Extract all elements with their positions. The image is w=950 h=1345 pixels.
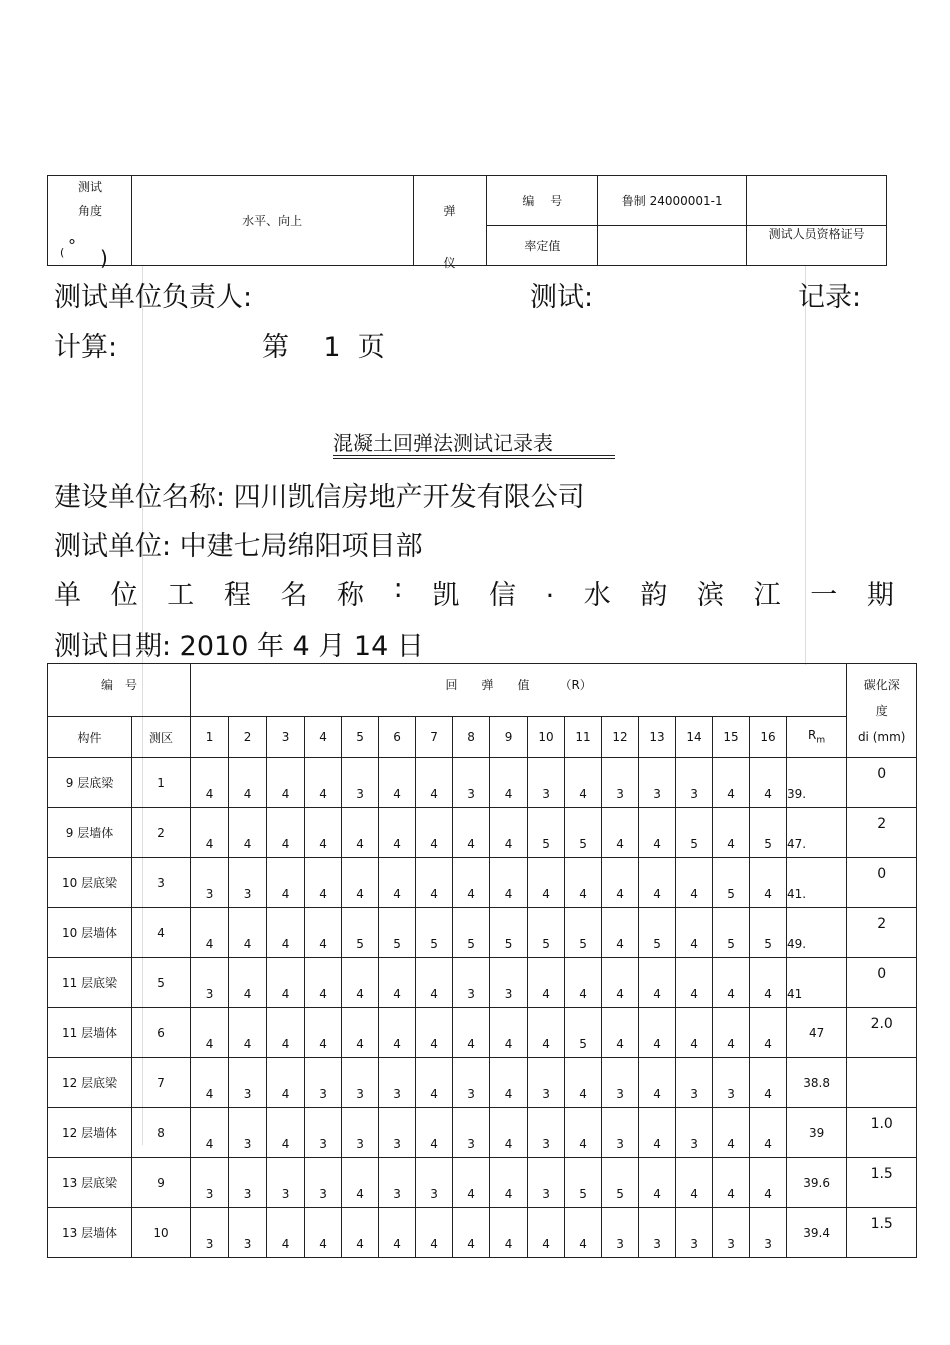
rm-value: 41: [787, 958, 847, 1008]
project-char: :: [393, 573, 403, 604]
rebound-value: 4: [305, 758, 342, 808]
member-name: 13 层墙体: [48, 1208, 132, 1258]
rebound-value: 4: [602, 1008, 639, 1058]
rebound-value: 4: [565, 1108, 602, 1158]
header-col-3: 3: [267, 717, 305, 758]
header-carbonation: [847, 664, 917, 758]
rebound-value: 4: [342, 1158, 379, 1208]
zone-number: 9: [132, 1158, 191, 1208]
rebound-value: 4: [639, 1058, 676, 1108]
header-col-16: 16: [750, 717, 787, 758]
rebound-value: 4: [528, 958, 565, 1008]
rebound-value: 3: [676, 1208, 713, 1258]
header-col-9: 9: [490, 717, 528, 758]
rebound-value: 3: [342, 1108, 379, 1158]
rebound-value: 4: [639, 858, 676, 908]
rebound-value: 5: [416, 908, 453, 958]
rebound-value: 4: [713, 758, 750, 808]
carbonation-value: 0: [847, 758, 917, 808]
rebound-value: 4: [602, 958, 639, 1008]
rebound-value: 4: [713, 1158, 750, 1208]
carbonation-value: 1.5: [847, 1158, 917, 1208]
member-name: 10 层底梁: [48, 858, 132, 908]
zone-number: 7: [132, 1058, 191, 1108]
member-name: 9 层底梁: [48, 758, 132, 808]
rebound-value: 4: [416, 958, 453, 1008]
angle-label-1: 测试: [77, 180, 102, 194]
header-col-6: 6: [379, 717, 416, 758]
rebound-value: 5: [565, 808, 602, 858]
rebound-value: 4: [379, 958, 416, 1008]
project-char: 江: [753, 580, 781, 611]
member-name: 10 层墙体: [48, 908, 132, 958]
zone-number: 4: [132, 908, 191, 958]
rebound-value: 3: [528, 758, 565, 808]
zone-number: 8: [132, 1108, 191, 1158]
rm-value: 39: [787, 1108, 847, 1158]
rebound-value: 5: [565, 1158, 602, 1208]
carbonation-value: [847, 1058, 917, 1108]
rebound-value: 4: [229, 1008, 267, 1058]
rebound-value: 3: [191, 1208, 229, 1258]
rebound-value: 4: [453, 858, 490, 908]
rebound-value: 4: [490, 1158, 528, 1208]
rebound-data-table: [47, 663, 917, 1258]
rebound-value: 4: [639, 958, 676, 1008]
rebound-value: 3: [229, 1108, 267, 1158]
header-col-14: 14: [676, 717, 713, 758]
header-rm-symbol: R: [808, 728, 817, 743]
rebound-value: 4: [602, 808, 639, 858]
rebound-value: 4: [416, 1208, 453, 1258]
rebound-value: 5: [676, 808, 713, 858]
header-rm: [787, 717, 847, 758]
carbonation-value: 2: [847, 808, 917, 858]
rebound-value: 4: [639, 1108, 676, 1158]
rebound-value: 3: [305, 1158, 342, 1208]
rebound-value: 3: [416, 1158, 453, 1208]
rebound-value: 4: [416, 1058, 453, 1108]
rebound-value: 5: [602, 1158, 639, 1208]
rebound-value: 3: [229, 1058, 267, 1108]
rebound-value: 4: [342, 1208, 379, 1258]
header-rebound: 回 弹 值 （R）: [191, 664, 847, 717]
member-name: 11 层墙体: [48, 1008, 132, 1058]
project-char: 一: [810, 580, 838, 611]
rebound-value: 4: [490, 858, 528, 908]
rebound-value: 3: [713, 1058, 750, 1108]
instrument-label-1: 弹: [443, 204, 456, 218]
rebound-value: 4: [453, 1208, 490, 1258]
member-name: 11 层底梁: [48, 958, 132, 1008]
rebound-value: 4: [342, 858, 379, 908]
carbonation-value: 0: [847, 958, 917, 1008]
rebound-value: 3: [602, 1058, 639, 1108]
project-char: 凯: [432, 580, 460, 611]
rebound-value: 4: [490, 808, 528, 858]
angle-value: 水平、向上: [131, 176, 413, 266]
rebound-value: 5: [528, 908, 565, 958]
header-col-15: 15: [713, 717, 750, 758]
rebound-value: 3: [229, 858, 267, 908]
rebound-value: 4: [342, 958, 379, 1008]
rebound-value: 4: [528, 1008, 565, 1058]
rebound-value: 4: [342, 1008, 379, 1058]
member-name: 12 层底梁: [48, 1058, 132, 1108]
rebound-value: 5: [528, 808, 565, 858]
rebound-value: 4: [267, 808, 305, 858]
rebound-value: 3: [305, 1058, 342, 1108]
rebound-value: 4: [750, 858, 787, 908]
rebound-value: 4: [528, 1208, 565, 1258]
rebound-value: 3: [191, 1158, 229, 1208]
rebound-value: 3: [490, 958, 528, 1008]
table-row: [48, 858, 917, 908]
rebound-value: 4: [453, 1008, 490, 1058]
rebound-value: 5: [379, 908, 416, 958]
rebound-value: 4: [305, 808, 342, 858]
rm-value: 38.8: [787, 1058, 847, 1108]
angle-label-cell: [48, 176, 132, 270]
project-char: 程: [223, 580, 251, 611]
table-row: [48, 958, 917, 1008]
rebound-value: 4: [191, 758, 229, 808]
project-char: 称: [337, 580, 365, 611]
rebound-value: 4: [229, 958, 267, 1008]
rm-value: 41.: [787, 858, 847, 908]
carbonation-value: 0: [847, 858, 917, 908]
rebound-value: 4: [305, 958, 342, 1008]
rebound-value: 5: [490, 908, 528, 958]
rebound-value: 4: [565, 758, 602, 808]
number-label: 编 号: [487, 176, 598, 226]
header-col-11: 11: [565, 717, 602, 758]
project-char: 水: [583, 580, 611, 611]
degree-symbol: °: [68, 236, 76, 255]
zone-number: 2: [132, 808, 191, 858]
rebound-value: 3: [676, 758, 713, 808]
carbonation-value: 2.0: [847, 1008, 917, 1058]
rm-value: 39.6: [787, 1158, 847, 1208]
rebound-value: 4: [191, 1008, 229, 1058]
rebound-value: 4: [750, 1008, 787, 1058]
rebound-value: 3: [342, 1058, 379, 1108]
table-row: [48, 1058, 917, 1108]
rebound-value: 4: [490, 758, 528, 808]
rebound-value: 4: [305, 858, 342, 908]
rebound-value: 3: [713, 1208, 750, 1258]
rebound-value: 4: [342, 808, 379, 858]
rebound-value: 4: [267, 758, 305, 808]
rebound-value: 4: [490, 1208, 528, 1258]
project-char: 单: [54, 580, 81, 611]
number-value: 鲁制 24000001-1: [598, 176, 747, 226]
rebound-value: 4: [453, 808, 490, 858]
rebound-value: 3: [528, 1108, 565, 1158]
project-char: 工: [167, 580, 195, 611]
rebound-value: 4: [490, 1108, 528, 1158]
unit-head-label: 测试单位负责人:: [54, 282, 253, 313]
rebound-value: 3: [379, 1158, 416, 1208]
rebound-value: 4: [416, 758, 453, 808]
rebound-value: 4: [191, 1108, 229, 1158]
rebound-value: 4: [602, 908, 639, 958]
rebound-value: 3: [191, 958, 229, 1008]
table-row: [48, 1108, 917, 1158]
rebound-value: 4: [676, 858, 713, 908]
rebound-value: 4: [305, 1008, 342, 1058]
rm-value: 47: [787, 1008, 847, 1058]
rebound-value: 3: [191, 858, 229, 908]
rm-value: 49.: [787, 908, 847, 958]
header-col-5: 5: [342, 717, 379, 758]
rebound-value: 4: [305, 1208, 342, 1258]
carbonation-value: 2: [847, 908, 917, 958]
rebound-value: 3: [453, 1108, 490, 1158]
rebound-value: 4: [267, 958, 305, 1008]
instrument-label-cell: [413, 176, 487, 270]
rebound-value: 4: [639, 1158, 676, 1208]
rebound-value: 3: [602, 1208, 639, 1258]
header-col-1: 1: [191, 717, 229, 758]
rebound-value: 4: [416, 858, 453, 908]
header-col-2: 2: [229, 717, 267, 758]
rebound-value: 3: [676, 1058, 713, 1108]
page-prefix: 第: [262, 332, 289, 363]
rebound-value: 4: [229, 808, 267, 858]
rebound-value: 4: [676, 958, 713, 1008]
rebound-value: 4: [453, 1158, 490, 1208]
rebound-value: 3: [305, 1108, 342, 1158]
rebound-value: 4: [565, 1208, 602, 1258]
rebound-value: 4: [602, 858, 639, 908]
project-char: 韵: [640, 580, 668, 611]
header-number: 编 号: [48, 664, 191, 717]
table-row: [48, 808, 917, 858]
header-col-13: 13: [639, 717, 676, 758]
rebound-value: 4: [267, 1108, 305, 1158]
title-underline: [333, 455, 615, 456]
rm-value: 47.: [787, 808, 847, 858]
page-number: 1: [323, 332, 341, 363]
rebound-value: 4: [676, 908, 713, 958]
rebound-value: 5: [750, 808, 787, 858]
member-name: 9 层墙体: [48, 808, 132, 858]
rebound-value: 4: [379, 1208, 416, 1258]
rebound-value: 4: [191, 808, 229, 858]
rebound-value: 4: [750, 758, 787, 808]
rebound-value: 5: [342, 908, 379, 958]
rebound-value: 3: [229, 1208, 267, 1258]
rebound-value: 5: [565, 1008, 602, 1058]
page-suffix: 页: [357, 332, 385, 363]
angle-paren-open: (: [60, 246, 65, 259]
calc-label: 计算:: [54, 332, 118, 363]
instrument-label-2: 仪: [443, 256, 456, 270]
rebound-value: 3: [342, 758, 379, 808]
rebound-value: 3: [379, 1058, 416, 1108]
header-zone: 测区: [132, 717, 191, 758]
project-char: 信: [488, 580, 516, 611]
rebound-value: 4: [191, 1058, 229, 1108]
rebound-value: 3: [528, 1158, 565, 1208]
table-row: [48, 758, 917, 808]
title-underline-2: [333, 458, 615, 459]
table-row: [48, 1008, 917, 1058]
rebound-value: 5: [750, 908, 787, 958]
rebound-value: 3: [676, 1108, 713, 1158]
header-col-4: 4: [305, 717, 342, 758]
rebound-value: 3: [602, 1108, 639, 1158]
table-row: [48, 1158, 917, 1208]
header-col-12: 12: [602, 717, 639, 758]
header-col-10: 10: [528, 717, 565, 758]
zone-number: 10: [132, 1208, 191, 1258]
calib-value: [598, 226, 747, 266]
rm-value: 39.4: [787, 1208, 847, 1258]
rebound-value: 4: [713, 808, 750, 858]
rebound-value: 4: [416, 1108, 453, 1158]
project-char: 滨: [697, 580, 725, 611]
rebound-value: 3: [453, 1058, 490, 1108]
page-indicator: [262, 325, 385, 364]
rebound-value: 4: [639, 1008, 676, 1058]
test-date: 测试日期: 2010 年 4 月 14 日: [54, 631, 424, 662]
rebound-value: 4: [713, 1008, 750, 1058]
tester-cert-label: 测试人员资格证号: [747, 214, 887, 254]
header-member: 构件: [48, 717, 132, 758]
instrument-info-table: [47, 175, 887, 270]
rebound-value: 4: [676, 1008, 713, 1058]
zone-number: 3: [132, 858, 191, 908]
tester-label: 测试:: [530, 282, 594, 313]
builder-name: 建设单位名称: 四川凯信房地产开发有限公司: [54, 482, 585, 513]
rebound-value: 4: [229, 908, 267, 958]
rebound-value: 4: [379, 758, 416, 808]
carbonation-value: 1.5: [847, 1208, 917, 1258]
member-name: 12 层墙体: [48, 1108, 132, 1158]
header-col-8: 8: [453, 717, 490, 758]
angle-paren-close: ): [100, 246, 108, 270]
angle-label-2: 角度: [77, 204, 102, 218]
rebound-value: 4: [713, 958, 750, 1008]
page-title: 混凝土回弹法测试记录表: [333, 431, 553, 455]
rebound-value: 4: [229, 758, 267, 808]
rebound-value: 4: [750, 1108, 787, 1158]
rebound-value: 4: [267, 1208, 305, 1258]
rebound-value: 4: [490, 1008, 528, 1058]
rebound-value: 4: [379, 808, 416, 858]
rebound-value: 4: [713, 1108, 750, 1158]
rebound-value: 4: [416, 808, 453, 858]
test-unit: 测试单位: 中建七局绵阳项目部: [54, 531, 423, 562]
project-name-line: [54, 573, 894, 609]
rebound-value: 3: [229, 1158, 267, 1208]
rebound-value: 4: [565, 958, 602, 1008]
rebound-value: 5: [453, 908, 490, 958]
rebound-value: 5: [565, 908, 602, 958]
rebound-value: 4: [379, 1008, 416, 1058]
table-row: [48, 1208, 917, 1258]
rebound-value: 4: [267, 908, 305, 958]
project-char: 名: [280, 580, 308, 611]
rebound-value: 3: [639, 758, 676, 808]
rebound-value: 3: [528, 1058, 565, 1108]
rebound-value: 3: [453, 758, 490, 808]
rebound-value: 4: [267, 858, 305, 908]
rebound-value: 4: [565, 1058, 602, 1108]
header-carb-2: 度: [875, 703, 888, 718]
header-rm-subscript: m: [816, 735, 826, 746]
rebound-value: 4: [639, 808, 676, 858]
rebound-value: 4: [305, 908, 342, 958]
zone-number: 6: [132, 1008, 191, 1058]
calib-label: 率定值: [487, 226, 598, 266]
rebound-value: 3: [602, 758, 639, 808]
rebound-value: 3: [267, 1158, 305, 1208]
rebound-value: 4: [267, 1008, 305, 1058]
rebound-value: 4: [750, 958, 787, 1008]
rebound-value: 4: [750, 1058, 787, 1108]
rebound-value: 4: [416, 1008, 453, 1058]
zone-number: 1: [132, 758, 191, 808]
rebound-value: 5: [713, 858, 750, 908]
rebound-value: 5: [639, 908, 676, 958]
rebound-value: 4: [490, 1058, 528, 1108]
rebound-value: 4: [528, 858, 565, 908]
project-char: .: [545, 573, 555, 604]
recorder-label: 记录:: [798, 282, 862, 313]
rebound-value: 4: [379, 858, 416, 908]
carbonation-value: 1.0: [847, 1108, 917, 1158]
header-col-7: 7: [416, 717, 453, 758]
header-carb-1: 碳化深: [863, 677, 900, 692]
project-char: 位: [110, 580, 138, 611]
rebound-value: 3: [453, 958, 490, 1008]
zone-number: 5: [132, 958, 191, 1008]
rebound-value: 4: [565, 858, 602, 908]
table-row: [48, 908, 917, 958]
rebound-value: 3: [750, 1208, 787, 1258]
rebound-value: 5: [713, 908, 750, 958]
rm-value: 39.: [787, 758, 847, 808]
member-name: 13 层底梁: [48, 1158, 132, 1208]
project-char: 期: [866, 580, 894, 611]
rebound-value: 3: [379, 1108, 416, 1158]
header-carb-3: di (mm): [857, 729, 906, 744]
rebound-value: 3: [639, 1208, 676, 1258]
rebound-value: 4: [191, 908, 229, 958]
rebound-value: 4: [750, 1158, 787, 1208]
rebound-value: 4: [676, 1158, 713, 1208]
rebound-value: 4: [267, 1058, 305, 1108]
